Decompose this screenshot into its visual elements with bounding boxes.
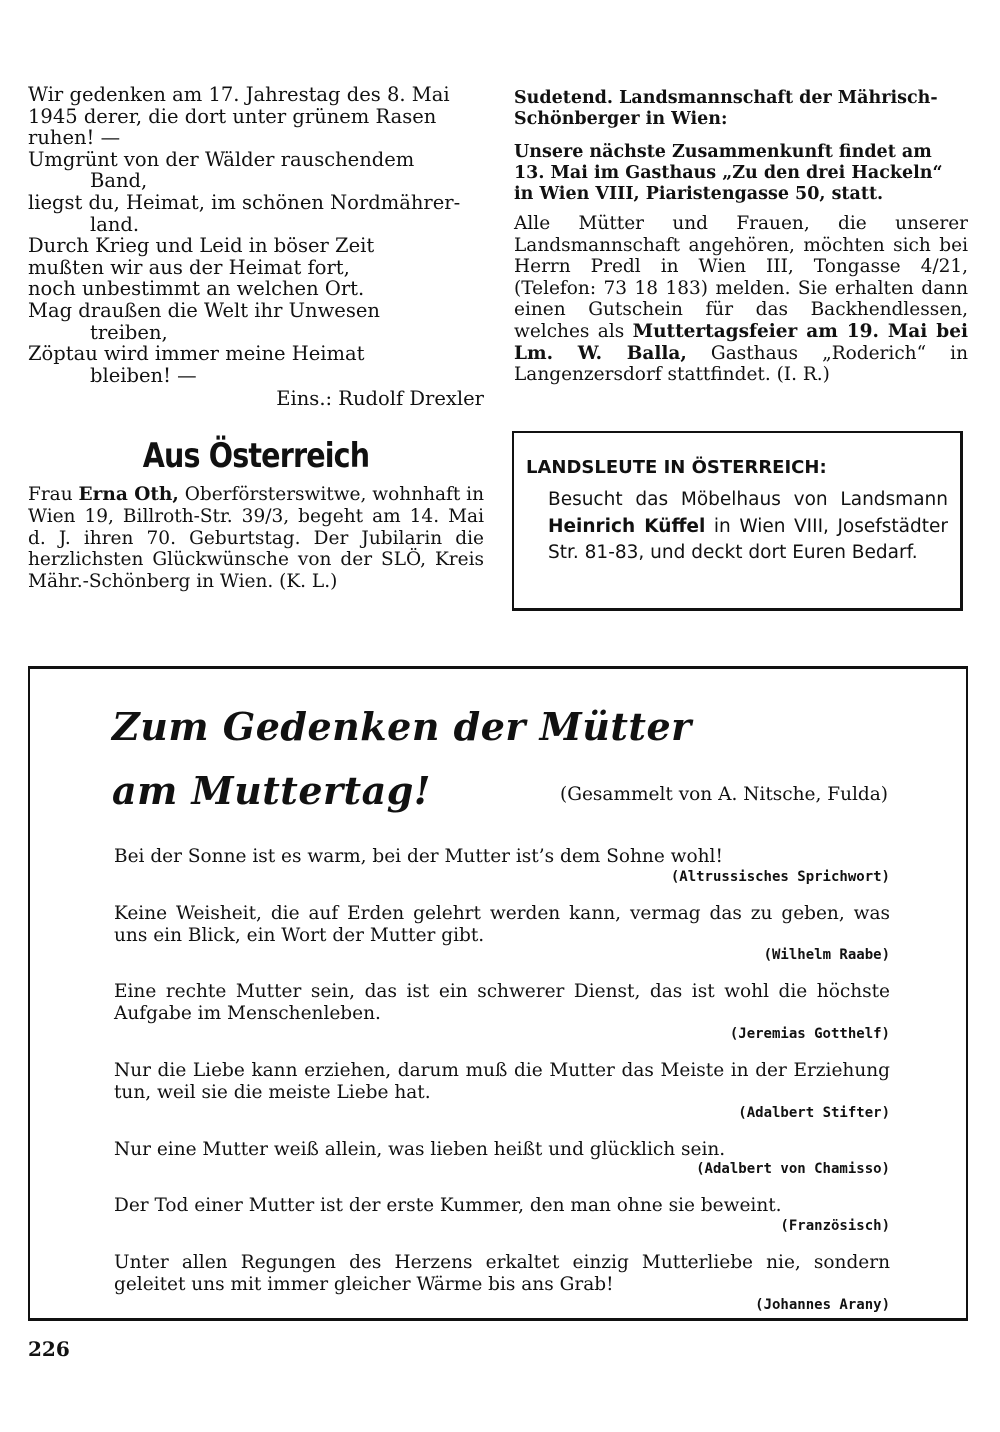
quote-author: (Altrussisches Sprichwort): [670, 868, 890, 885]
poem-line: Zöptau wird immer meine Heimat: [28, 342, 365, 366]
ad-text-pre: Besucht das Möbelhaus von Landsmann: [548, 489, 948, 510]
mothers-notice-text: Alle Mütter und Frauen, die unserer Landsmannschaft angehören, möchten sich bei Herrn Predl in Wien III, Tongasse 4/21, (Telefon: 73 18 183) melden. Sie erhalten dann einen Gutschein für das Backhendlessen, welches als: [514, 213, 968, 342]
birthday-notice-pre: Frau: [28, 484, 73, 505]
quote-text: Keine Weisheit, die auf Erden gelehrt werden kann, vermag das zu geben, was uns ein Blick, ein Wort der Mutter gibt.: [114, 902, 890, 946]
birthday-notice-text: Oberförsterswitwe, wohnhaft in Wien 19, Billroth-Str. 39/3, begeht am 14. Mai d. J. ihren 70. Geburtstag. Der Jubilarin die herzlichsten Glückwünsche von der SLÖ, Kreis Mähr.-Schönberg in Wien. (K. L.): [28, 484, 485, 593]
quote-text: Nur eine Mutter weiß allein, was lieben heißt und glücklich sein.: [114, 1138, 726, 1160]
birthday-notice: [28, 484, 484, 593]
collection-credit: (Gesammelt von A. Nitsche, Fulda): [559, 784, 888, 805]
poem-line: Mag draußen die Welt ihr Unwesen: [28, 298, 380, 322]
quote-item: [114, 1195, 890, 1236]
quote-item: [114, 981, 890, 1044]
poem-line: noch unbestimmt an welchen Ort.: [28, 277, 365, 301]
birthday-person-name: Erna Oth,: [78, 484, 179, 505]
quote-item: [114, 1139, 890, 1180]
quote-author: (Jeremias Gotthelf): [729, 1025, 890, 1042]
ad-text-post: in Wien VIII, Josefstädter Str. 81-83, und deckt dort Euren Bedarf.: [548, 515, 948, 563]
quote-list: [114, 846, 890, 1331]
poem-line: Umgrünt von der Wälder rauschendem: [28, 147, 415, 171]
mothers-notice: [514, 213, 968, 386]
quote-author: (Johannes Arany): [755, 1296, 890, 1313]
furniture-ad-box: [512, 431, 963, 611]
quote-item: [114, 846, 890, 887]
quote-text: Unter allen Regungen des Herzens erkaltet einzig Mutterliebe nie, sondern geleitet uns mit immer gleicher Wärme bis ans Grab!: [114, 1252, 890, 1295]
quote-author: (Französisch): [780, 1218, 890, 1235]
quote-author: (Adalbert Stifter): [738, 1104, 890, 1121]
memorial-poem: [28, 84, 484, 410]
poem-line: 1945 derer, die dort unter grünem Rasen: [28, 104, 437, 128]
ad-merchant-name: Heinrich Küffel: [548, 515, 706, 537]
ad-body: [548, 487, 948, 567]
quote-text: Der Tod einer Mutter ist der erste Kummer, den man ohne sie beweint.: [114, 1195, 782, 1217]
poem-line: Durch Krieg und Leid in böser Zeit: [28, 234, 375, 258]
page-number: 226: [28, 1337, 70, 1361]
quote-item: [114, 1060, 890, 1123]
poem-line: Wir gedenken am 17. Jahrestag des 8. Mai: [28, 83, 450, 106]
quote-item: [114, 903, 890, 966]
quote-author: (Adalbert von Chamisso): [696, 1161, 890, 1178]
poem-line: treiben,: [90, 320, 168, 344]
poem-line: bleiben! —: [90, 363, 197, 387]
poem-line: land.: [90, 212, 140, 236]
quote-item: [114, 1252, 890, 1315]
association-name: Sudetend. Landsmannschaft der Mährisch-Schönberger in Wien:: [514, 88, 938, 129]
poem-signature: Eins.: Rudolf Drexler: [276, 387, 484, 411]
mothers-notice-text-end: Gasthaus „Roderich“ in Langenzersdorf stattfindet. (I. R.): [514, 342, 968, 386]
quote-author: (Wilhelm Raabe): [763, 947, 890, 964]
section-heading-austria: Aus Österreich: [142, 436, 370, 476]
meeting-announcement: Unsere nächste Zusammenkunft findet am 13. Mai im Gasthaus „Zu den drei Hackeln“ in Wien VIII, Piaristengasse 50, statt.: [514, 142, 943, 204]
quote-text: Nur die Liebe kann erziehen, darum muß die Mutter das Meiste in der Erziehung tun, weil sie die meiste Liebe hat.: [114, 1059, 890, 1103]
poem-line: mußten wir aus der Heimat fort,: [28, 255, 350, 279]
mothers-day-title-line1: Zum Gedenken der Mütter: [112, 704, 692, 749]
quote-text: Bei der Sonne ist es warm, bei der Mutter ist’s dem Sohne wohl!: [114, 846, 723, 867]
mothers-day-title-line2: am Muttertag!: [112, 768, 431, 813]
poem-line: ruhen! —: [28, 126, 121, 150]
poem-line: liegst du, Heimat, im schönen Nordmährer-: [28, 190, 461, 214]
association-notice: [514, 88, 968, 386]
ad-heading: LANDSLEUTE IN ÖSTERREICH:: [526, 457, 827, 478]
mothers-day-celebration: Muttertagsfeier am 19. Mai bei Lm. W. Balla,: [514, 320, 968, 364]
quote-text: Eine rechte Mutter sein, das ist ein schwerer Dienst, das ist wohl die höchste Aufgabe im Menschenleben.: [114, 981, 890, 1025]
poem-line: Band,: [90, 169, 148, 193]
